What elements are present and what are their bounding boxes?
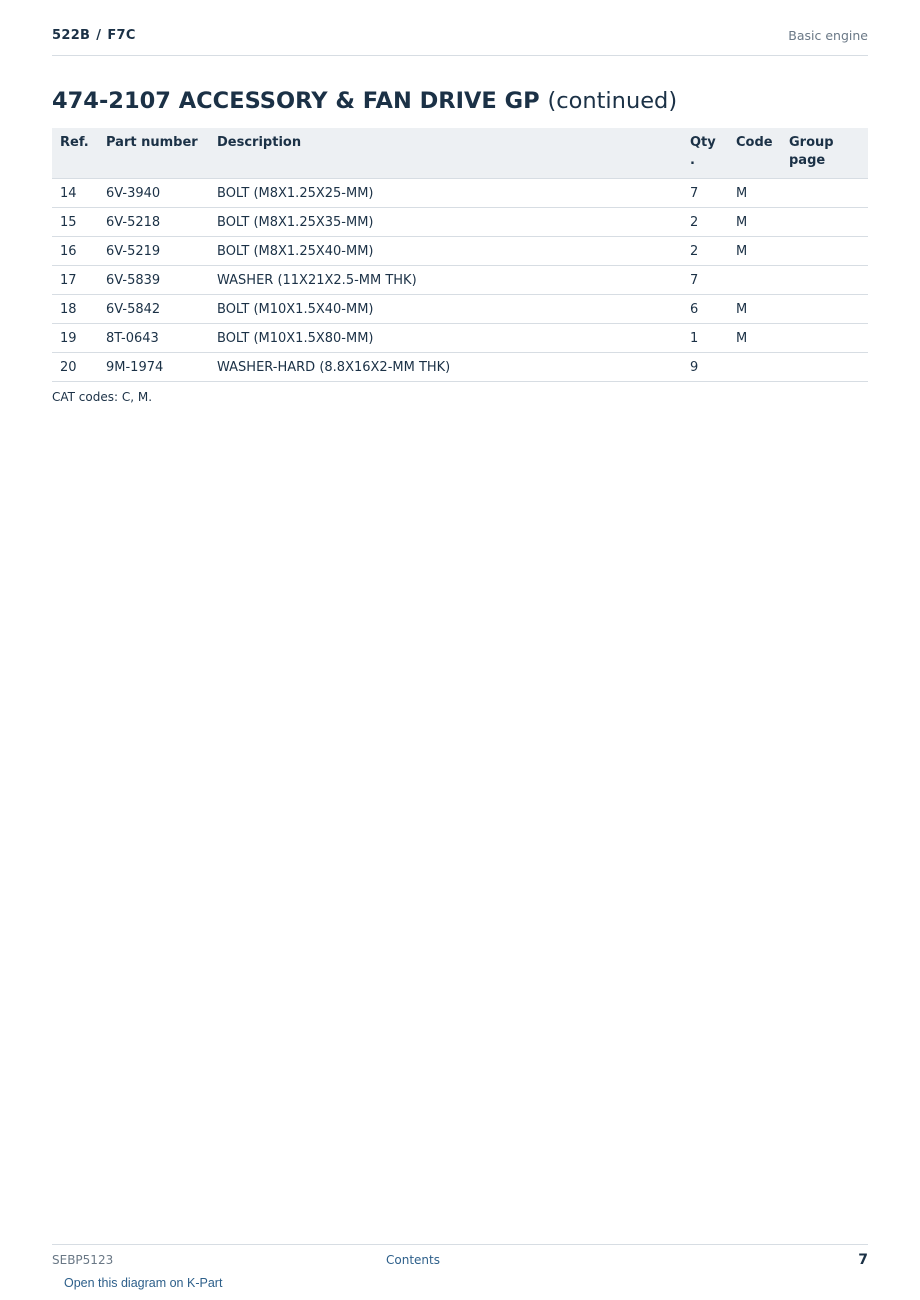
parts-table [52,128,868,382]
group-page-cell [781,266,868,295]
col-part-number-header: Part number [98,128,209,179]
col-description-header: Description [209,128,682,179]
section-name: Basic engine [788,28,868,43]
code-cell [728,353,781,382]
part-number-cell: 6V-5839 [98,266,209,295]
table-row [52,353,868,382]
ref-cell: 18 [52,295,98,324]
group-page-cell [781,353,868,382]
code-cell [728,266,781,295]
part-number-cell: 6V-5218 [98,208,209,237]
table-row [52,295,868,324]
code-cell: M [728,295,781,324]
code-cell: M [728,208,781,237]
qty-cell: 6 [682,295,728,324]
part-number-cell: 9M-1974 [98,353,209,382]
cat-codes-note: CAT codes: C, M. [52,390,153,404]
header-row [52,128,868,179]
kpart-link[interactable]: Open this diagram on K-Part [64,1276,223,1290]
group-page-cell [781,324,868,353]
page-header [52,28,868,56]
table-row [52,208,868,237]
group-page-cell [781,208,868,237]
group-page-cell [781,295,868,324]
qty-cell: 2 [682,208,728,237]
page-footer [52,1244,868,1274]
code-cell: M [728,324,781,353]
group-page-cell [781,179,868,208]
ref-cell: 20 [52,353,98,382]
description-cell: BOLT (M8X1.25X25-MM) [209,179,682,208]
description-cell: BOLT (M8X1.25X35-MM) [209,208,682,237]
code-cell: M [728,237,781,266]
model-separator: / [96,28,102,43]
table-header [52,128,868,179]
description-cell: BOLT (M8X1.25X40-MM) [209,237,682,266]
part-number-cell: 8T-0643 [98,324,209,353]
table-row [52,237,868,266]
ref-cell: 19 [52,324,98,353]
col-code-header: Code [728,128,781,179]
qty-cell: 9 [682,353,728,382]
model-label [52,28,136,43]
qty-cell: 2 [682,237,728,266]
qty-cell: 1 [682,324,728,353]
group-title: 474-2107 ACCESSORY & FAN DRIVE GP [52,88,540,114]
page-number: 7 [858,1252,868,1268]
qty-cell: 7 [682,179,728,208]
machine-model: 522B [52,28,91,43]
qty-cell: 7 [682,266,728,295]
table-row [52,266,868,295]
col-qty-header: Qty . [682,128,728,179]
group-page-cell [781,237,868,266]
col-ref-header: Ref. [52,128,98,179]
description-cell: BOLT (M10X1.5X40-MM) [209,295,682,324]
code-cell: M [728,179,781,208]
ref-cell: 14 [52,179,98,208]
ref-cell: 17 [52,266,98,295]
part-number-cell: 6V-5219 [98,237,209,266]
description-cell: BOLT (M10X1.5X80-MM) [209,324,682,353]
ref-cell: 16 [52,237,98,266]
part-number-cell: 6V-5842 [98,295,209,324]
ref-cell: 15 [52,208,98,237]
table-row [52,324,868,353]
document-id: SEBP5123 [52,1253,114,1267]
description-cell: WASHER (11X21X2.5-MM THK) [209,266,682,295]
description-cell: WASHER-HARD (8.8X16X2-MM THK) [209,353,682,382]
table-body [52,179,868,382]
page-title [52,88,677,114]
table-row [52,179,868,208]
part-number-cell: 6V-3940 [98,179,209,208]
contents-link[interactable]: Contents [386,1253,440,1267]
continued-label: (continued) [547,88,678,114]
col-group-page-header: Group page [781,128,868,179]
engine-code: F7C [107,28,136,43]
